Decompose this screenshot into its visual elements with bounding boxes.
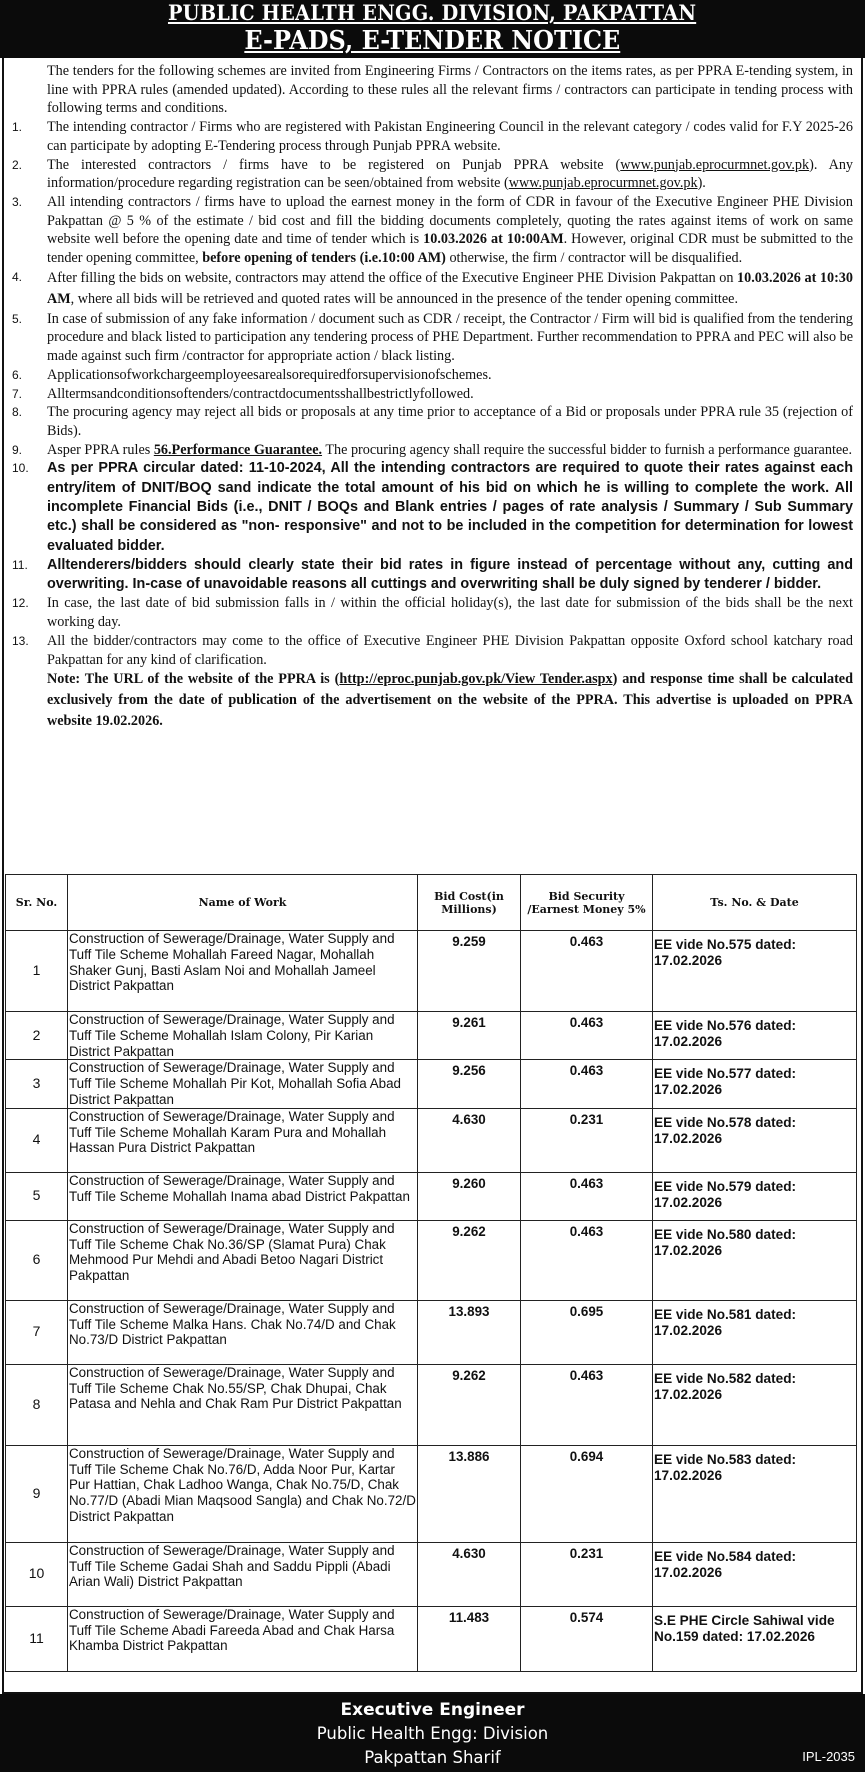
signature-footer (0, 1694, 865, 1772)
sr-no-cell: 6 (6, 1220, 68, 1300)
sr-no-cell: 3 (6, 1060, 68, 1108)
term-text: As per PPRA circular dated: 11-10-2024, All the intending contractors are required to quote their rates against each entry/item of DNIT/BOQ sand indicate the total amount of his bid on which he is willing to complete the work. All incomplete Financial Bids (i.e., DNIT / BOQs and Blank entries / pages of rate analysis / Summary / Sub Summary etc.) shall be considered as "non- responsive" and not to be included in the competition for determination for lowest evaluated bidder. (47, 460, 853, 554)
note-text: Note: The URL of the website of the PPRA is ( (47, 671, 340, 688)
bid-security-cell: 0.463 (521, 1364, 653, 1445)
term-number: 5. (12, 311, 23, 326)
term-item (10, 403, 853, 440)
performance-guarantee-link[interactable]: 56.Performance Guarantee. (153, 441, 323, 458)
term-item (10, 366, 853, 385)
sr-no-cell: 2 (6, 1012, 68, 1060)
sr-no-cell: 11 (6, 1606, 68, 1671)
sr-no-cell: 7 (6, 1300, 68, 1364)
term-item (10, 268, 853, 310)
bid-cost-cell: 9.262 (418, 1364, 521, 1445)
term-text: Alltermsandconditionsoftenders/contractdocumentsshallbestrictlyfollowed. (47, 385, 474, 402)
term-item (10, 459, 853, 555)
notice-title: E-PADS, E-TENDER NOTICE (244, 26, 621, 56)
bid-cost-cell: 13.886 (418, 1445, 521, 1542)
sr-no-cell: 8 (6, 1364, 68, 1445)
header-bid-security: Bid Security /Earnest Money 5% (521, 875, 653, 931)
term-item (10, 556, 853, 595)
bid-security-cell: 0.463 (521, 1172, 653, 1220)
department-title: PUBLIC HEALTH ENGG. DIVISION, PAKPATTAN (168, 0, 697, 25)
term-number: 8. (12, 405, 23, 420)
term-number: 11. (12, 557, 28, 572)
name-of-work-cell: Construction of Sewerage/Drainage, Water Supply and Tuff Tile Scheme Mohallah Fareed Nagar, Mohallah Shaker Gunj, Basti Aslam Noi and Mohallah Jameel District Pakpattan (68, 931, 418, 1012)
ppra-note (10, 669, 853, 732)
term-text (47, 193, 853, 268)
ts-no-date-cell: EE vide No.577 dated: 17.02.2026 (653, 1060, 857, 1108)
table-header-row (6, 875, 857, 931)
term-item (10, 385, 853, 404)
ppra-url-link[interactable]: http://eproc.punjab.gov.pk/View Tender.aspx (339, 671, 613, 688)
table-body (6, 931, 857, 1672)
term-number: 4. (12, 269, 23, 284)
term-text-part: ). Any information/procedure regarding registration can be seen/obtained from website ( (47, 156, 854, 192)
name-of-work-cell: Construction of Sewerage/Drainage, Water Supply and Tuff Tile Scheme Mohallah Pir Kot, Mohallah Sofia Abad District Pakpattan (68, 1060, 418, 1108)
terms-section (4, 58, 861, 732)
ts-no-date-cell: S.E PHE Circle Sahiwal vide No.159 dated: 17.02.2026 (653, 1606, 857, 1671)
table-row (6, 1445, 857, 1542)
term-number: 2. (12, 157, 23, 172)
notice-header (0, 0, 865, 58)
bid-security-cell: 0.695 (521, 1300, 653, 1364)
term-item (10, 156, 853, 193)
bid-security-cell: 0.463 (521, 1220, 653, 1300)
bid-cost-cell: 9.259 (418, 931, 521, 1012)
name-of-work-cell: Construction of Sewerage/Drainage, Water Supply and Tuff Tile Scheme Mohallah Karam Pura and Mohallah Hassan Pura District Pakpattan (68, 1108, 418, 1172)
terms-list (10, 118, 853, 669)
term-item (10, 632, 853, 669)
term-text: In case, the last date of bid submission falls in / within the official holiday(s), the last date for submission of the bids shall be the next working day. (47, 595, 853, 631)
term-text-part: , where all bids will be retrieved and quoted rates will be announced in the presence of the tender opening committee. (70, 290, 739, 307)
term-item (10, 193, 853, 268)
eprocurement-link[interactable]: www.punjab.eprocurmnet.gov.pk (508, 175, 698, 192)
name-of-work-cell: Construction of Sewerage/Drainage, Water Supply and Tuff Tile Scheme Abadi Fareeda Abad and Chak Harsa Khamba District Pakpattan (68, 1606, 418, 1671)
sr-no-cell: 4 (6, 1108, 68, 1172)
ts-no-date-cell: EE vide No.580 dated: 17.02.2026 (653, 1220, 857, 1300)
ts-no-date-cell: EE vide No.583 dated: 17.02.2026 (653, 1445, 857, 1542)
term-item (10, 310, 853, 366)
name-of-work-cell: Construction of Sewerage/Drainage, Water Supply and Tuff Tile Scheme Mohallah Islam Colony, Pir Karian District Pakpattan (68, 1012, 418, 1060)
term-number: 10. (12, 461, 29, 476)
header-bid-cost: Bid Cost(in Millions) (418, 875, 521, 931)
table-row (6, 1220, 857, 1300)
term-item (10, 118, 853, 155)
bid-cost-cell: 4.630 (418, 1108, 521, 1172)
term-number: 13. (12, 633, 29, 648)
sr-no-cell: 5 (6, 1172, 68, 1220)
ts-no-date-cell: EE vide No.581 dated: 17.02.2026 (653, 1300, 857, 1364)
term-text: All the bidder/contractors may come to the office of Executive Engineer PHE Division Pakpattan opposite Oxford school katchary road Pakpattan for any kind of clarification. (47, 632, 853, 668)
table-row (6, 1364, 857, 1445)
name-of-work-cell: Construction of Sewerage/Drainage, Water Supply and Tuff Tile Scheme Gadai Shah and Saddu Pippli (Abadi Arian Wali) District Pakpattan (68, 1542, 418, 1606)
table-row (6, 1300, 857, 1364)
term-number: 1. (12, 120, 23, 135)
bid-cost-cell: 9.256 (418, 1060, 521, 1108)
ts-no-date-cell: EE vide No.582 dated: 17.02.2026 (653, 1364, 857, 1445)
sr-no-cell: 10 (6, 1542, 68, 1606)
term-text (47, 268, 853, 310)
bid-security-cell: 0.231 (521, 1542, 653, 1606)
ts-no-date-cell: EE vide No.579 dated: 17.02.2026 (653, 1172, 857, 1220)
table-row (6, 1542, 857, 1606)
term-number: 6. (12, 367, 23, 382)
eprocurement-link[interactable]: www.punjab.eprocurmnet.gov.pk (620, 156, 810, 173)
term-number: 3. (12, 194, 23, 209)
works-table (5, 874, 857, 1672)
term-item (10, 594, 853, 631)
ts-no-date-cell: EE vide No.575 dated: 17.02.2026 (653, 931, 857, 1012)
table-row (6, 1606, 857, 1671)
table-row (6, 1172, 857, 1220)
bid-cost-cell: 4.630 (418, 1542, 521, 1606)
term-text-part: ). (697, 175, 706, 192)
name-of-work-cell: Construction of Sewerage/Drainage, Water Supply and Tuff Tile Scheme Chak No.76/D, Adda Noor Pur, Kartar Pur Hattian, Chak Ladhoo Wanga, Chak No.75/D, Chak No.77/D (Abadi Mian Maqsood Sangla) and Chak No.72/D District Pakpattan (68, 1445, 418, 1542)
term-number: 9. (12, 442, 23, 457)
bid-cost-cell: 13.893 (418, 1300, 521, 1364)
header-name-of-work: Name of Work (68, 875, 418, 931)
term-number: 12. (12, 596, 29, 611)
bid-security-cell: 0.694 (521, 1445, 653, 1542)
bid-security-cell: 0.463 (521, 931, 653, 1012)
table-row (6, 931, 857, 1012)
signatory-division: Public Health Engg: Division (316, 1724, 549, 1743)
term-text: The intending contractor / Firms who are registered with Pakistan Engineering Council in the relevant category / codes valid for F.Y 2025-26 can participate by adopting E-Tendering process through Punjab PPRA website. (47, 119, 853, 154)
term-text-part: otherwise, the firm / contractor will be disqualified. (445, 250, 743, 267)
table-row (6, 1060, 857, 1108)
ts-no-date-cell: EE vide No.578 dated: 17.02.2026 (653, 1108, 857, 1172)
name-of-work-cell: Construction of Sewerage/Drainage, Water Supply and Tuff Tile Scheme Malka Hans. Chak No.74/D and Chak No.73/D District Pakpattan (68, 1300, 418, 1364)
bid-cost-cell: 9.260 (418, 1172, 521, 1220)
term-number: 7. (12, 386, 23, 401)
intro-paragraph: The tenders for the following schemes are invited from Engineering Firms / Contractors on the items rates, as per PPRA E-tending system, in line with PPRA rules (amended updated). According to these rules all the relevant firms / contractors can participate in tending process with following terms and conditions. (47, 63, 853, 117)
bid-security-cell: 0.231 (521, 1108, 653, 1172)
opening-datetime: 10.03.2026 at 10:00AM (423, 231, 564, 248)
bid-security-cell: 0.574 (521, 1606, 653, 1671)
term-text-part: All intending contractors / firms have to upload the earnest money in the form of CDR in favour of the Executive Engineer PHE Division Pakpattan @ 5 % of the estimate / bid cost and fill the bidding documents completely, quoting the rates against items of work on same website well before the opening date and time of tender which is (47, 193, 853, 248)
term-text: Applicationsofworkchargeemployeesarealsorequiredforsupervisionofschemes. (47, 366, 492, 383)
ts-no-date-cell: EE vide No.576 dated: 17.02.2026 (653, 1012, 857, 1060)
sr-no-cell: 9 (6, 1445, 68, 1542)
bid-security-cell: 0.463 (521, 1060, 653, 1108)
signatory-location: Pakpattan Sharif (364, 1748, 501, 1767)
note-text: ) and response time shall be calculated exclusively from the date of publication of the advertisement on the website of the PPRA. This advertise is uploaded on PPRA website 19.02.2026. (47, 671, 853, 730)
ts-no-date-cell: EE vide No.584 dated: 17.02.2026 (653, 1542, 857, 1606)
bid-opening-datetime: 10.03.2026 at 10:30 AM (47, 269, 853, 307)
term-item (10, 441, 853, 460)
term-text-part: The procuring agency shall require the successful bidder to furnish a performance guarantee. (322, 441, 853, 458)
signatory-title: Executive Engineer (340, 1700, 525, 1720)
term-text-part: After filling the bids on website, contractors may attend the office of the Executive Engineer PHE Division Pakpattan on (47, 269, 738, 286)
ad-reference-code: IPL-2035 (802, 1749, 855, 1764)
table-row (6, 1108, 857, 1172)
term-text: Alltenderers/bidders should clearly state their bid rates in figure instead of percentage without any, cutting and overwriting. In-case of unavoidable reasons all cuttings and overwriting shall be duly signed by tenderer / bidder. (47, 556, 853, 593)
cdr-deadline: before opening of tenders (i.e.10:00 AM) (202, 250, 446, 267)
term-text-part: The interested contractors / firms have to be registered on Punjab PPRA website ( (47, 156, 621, 173)
term-text: The procuring agency may reject all bids or proposals at any time prior to acceptance of a Bid or proposals under PPRA rule 35 (rejection of Bids). (47, 404, 853, 439)
bid-cost-cell: 11.483 (418, 1606, 521, 1671)
term-text (47, 441, 853, 460)
term-text-part: Asper PPRA rules (47, 441, 154, 458)
sr-no-cell: 1 (6, 931, 68, 1012)
header-ts-no-date: Ts. No. & Date (653, 875, 857, 931)
table-row (6, 1012, 857, 1060)
bid-cost-cell: 9.262 (418, 1220, 521, 1300)
term-text: In case of submission of any fake information / document such as CDR / receipt, the Contractor / Firm will bid is qualified from the tendering procedure and black listed to participation any tendering process of PHE Department. Further recommendation to PPRA and PEC will also be made against such firm /contractor for appropriate action / black listing. (47, 310, 853, 365)
term-text (47, 156, 853, 193)
bid-cost-cell: 9.261 (418, 1012, 521, 1060)
name-of-work-cell: Construction of Sewerage/Drainage, Water Supply and Tuff Tile Scheme Mohallah Inama abad District Pakpattan (68, 1172, 418, 1220)
bid-security-cell: 0.463 (521, 1012, 653, 1060)
term-text-part: . However, original CDR must be submitted to the tender opening committee, (47, 231, 853, 267)
name-of-work-cell: Construction of Sewerage/Drainage, Water Supply and Tuff Tile Scheme Chak No.55/SP, Chak Dhupai, Chak Patasa and Nehla and Chak Ram Pur District Pakpattan (68, 1364, 418, 1445)
header-sr-no: Sr. No. (6, 875, 68, 931)
name-of-work-cell: Construction of Sewerage/Drainage, Water Supply and Tuff Tile Scheme Chak No.36/SP (Slamat Pura) Chak Mehmood Pur Mehdi and Abadi Betoo Nagari District Pakpattan (68, 1220, 418, 1300)
